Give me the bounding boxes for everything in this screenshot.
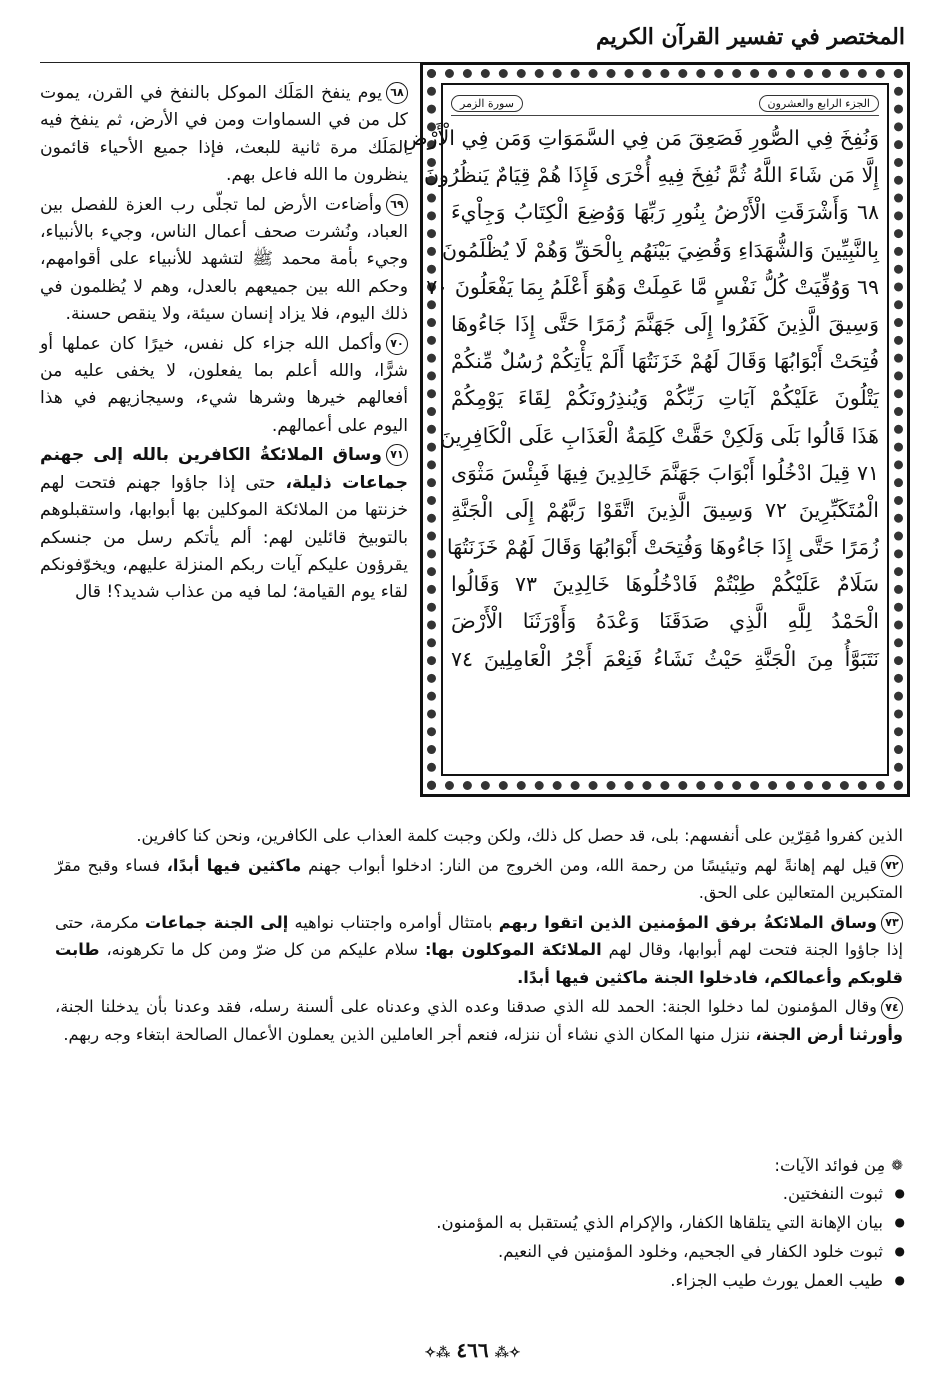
benefits-heading: [203, 1156, 903, 1175]
commentary-text-bold: إلى الجنة جماعات: [145, 912, 289, 932]
commentary-text-bold: وأورثنا أرض الجنة،: [755, 1024, 903, 1044]
page-number: ٤٦٦: [456, 1338, 489, 1362]
page-header: [40, 18, 905, 63]
commentary-text: يوم ينفخ المَلَك الموكل بالنفخ في القرن، يموت كل من في السماوات ومن في الأرض، ثم ينفخ فيه المَلَك مرة ثانية للبعث، فإذا جميع الأحياء قائمون ينظرون ما الله فاعل بهم.: [40, 83, 408, 186]
commentary-paragraph: [55, 852, 903, 907]
commentary-text: وحكم الله بين جميعهم بالعدل، وهم لا يُظلمون في ذلك اليوم، فلا يزاد إنسان سيئة، ولا ينقص حسنة.: [40, 276, 408, 325]
quran-line: وَنُفِخَ فِي الصُّورِ فَصَعِقَ مَن فِي السَّمَوَاتِ وَمَن فِي الْأَرْضِ: [402, 126, 879, 150]
commentary-text-bold: وساق الملائكةُ الكافرين بالله إلى جهنم جماعات ذليلة،: [40, 445, 408, 493]
quran-line: الْحَمْدُ لِلَّهِ الَّذِي صَدَقَنَا وَعْدَهُ وَأَوْرَثَنَا الْأَرْضَ: [451, 609, 879, 634]
commentary-text: قيل لهم إهانةً لهم وتيئيسًا من رحمة الله، ومن الخروج من النار: ادخلوا أبواب جهنم: [308, 855, 877, 875]
verse-benefits: [203, 1156, 903, 1295]
quran-line: سَلَامٌ عَلَيْكُمْ طِبْتُمْ فَادْخُلُوهَا خَالِدِينَ ٧٣ وَقَالُوا: [451, 572, 879, 597]
commentary-text: حتى إذا جاؤوا جهنم فتحت لهم خزنتها من الملائكة الموكلين بها أبوابها، واستقبلوهم بالتوبيخ قائلين لهم: ألم يأتكم رسل من جنسكم يقرؤون عليكم آيات ربكم المنزلة عليهم، ويخوّفونكم لقاء يوم القيامة؛ لما فيه من عذاب شديد؟! قال: [40, 472, 408, 603]
quran-line: إِلَّا مَن شَاءَ اللَّهُ ثُمَّ نُفِخَ فِيهِ أُخْرَى فَإِذَا هُمْ قِيَامٌ يَنظُرُونَ: [423, 163, 879, 188]
commentary-text-bold: الملائكة الموكلون بها:: [424, 940, 602, 959]
quran-line: فُتِحَتْ أَبْوَابُهَا وَقَالَ لَهُمْ خَزَنَتُهَا أَلَمْ يَأْتِكُمْ رُسُلٌ مِّنكُمْ: [451, 349, 879, 374]
quran-line: الْمُتَكَبِّرِينَ ٧٢ وَسِيقَ الَّذِينَ اتَّقَوْا رَبَّهُمْ إِلَى الْجَنَّةِ: [451, 497, 879, 522]
commentary-paragraph: [40, 442, 408, 606]
commentary-text-bold: ماكثين فيها أبدًا،: [166, 855, 302, 875]
list-item: ● ثبوت النفختين.: [203, 1179, 883, 1208]
commentary-paragraph: [55, 993, 903, 1048]
ornament-icon: ❁: [891, 1157, 903, 1174]
commentary-text: وأضاءت الأرض لما تجلّى رب العزة للفصل بين العباد، ونُشرت صحف أعمال الناس، وجيء بالأنبياء، وجيء بأمة محمد ﷺ لتشهد للأنبياء على أقوامهم،: [40, 194, 408, 270]
quran-line: نَتَبَوَّأُ مِنَ الْجَنَّةِ حَيْثُ نَشَاءُ فَنِعْمَ أَجْرُ الْعَامِلِينَ ٧٤: [451, 646, 879, 671]
commentary-paragraph: [40, 331, 408, 441]
commentary-text: وقال المؤمنون لما دخلوا الجنة: الحمد لله الذي صدقنا وعده الذي وعدناه على ألسنة رسله، فقد وعدنا بأن يدخلنا الجنة،: [55, 997, 877, 1016]
list-item: ● بيان الإهانة التي يتلقاها الكفار، والإكرام الذي يُستقبل به المؤمنون.: [203, 1208, 883, 1237]
ornament-icon: ✧⁂: [424, 1345, 451, 1361]
verse-number-badge: ٦٨: [386, 82, 408, 104]
quran-line: ٦٨ وَأَشْرَقَتِ الْأَرْضُ بِنُورِ رَبِّهَا وَوُضِعَ الْكِتَابُ وَجِاْيءَ: [451, 200, 879, 225]
commentary-paragraph: [55, 822, 903, 850]
verse-number-badge: ٧٢: [881, 855, 903, 877]
list-item: ● طيب العمل يورث طيب الجزاء.: [203, 1266, 883, 1295]
commentary-text: وأكمل الله جزاء كل نفس، خيرًا كان عملها أو شرًّا، والله أعلم بما يفعلون، لا يخفى عليه من أفعالهم خيرها وشرها شيء، وسيجازيهم في هذا اليوم على أعمالهم.: [40, 333, 408, 436]
commentary-text: مكرمة، حتى إذا جاؤوا الجنة فتحت لهم أبوابها، وقال لهم: [55, 912, 903, 959]
verse-number-badge: ٧١: [386, 444, 408, 466]
verse-number-badge: ٧٣: [881, 912, 903, 934]
benefits-list: [203, 1179, 903, 1295]
quran-line: هَذَا قَالُوا بَلَى وَلَكِنْ حَقَّتْ كَلِمَةُ الْعَذَابِ عَلَى الْكَافِرِينَ: [440, 423, 879, 448]
quran-line: وَسِيقَ الَّذِينَ كَفَرُوا إِلَى جَهَنَّمَ زُمَرًا حَتَّى إِذَا جَاءُوهَا: [451, 311, 879, 336]
quran-line: ٧١ قِيلَ ادْخُلُوا أَبْوَابَ جَهَنَّمَ خَالِدِينَ فِيهَا فَبِئْسَ مَثْوَى: [451, 460, 879, 485]
commentary-paragraph: [55, 909, 903, 992]
surah-label: سورة الزمر: [451, 95, 523, 112]
commentary-text: سلام عليكم من كل ضرّ ومن كل ما تكرهونه،: [106, 940, 419, 959]
commentary-text-bold: وساق الملائكةُ برفق المؤمنين الذين اتقوا ربهم: [498, 912, 877, 932]
quran-line: زُمَرًا حَتَّى إِذَا جَاءُوهَا وَفُتِحَتْ أَبْوَابُهَا وَقَالَ لَهُمْ خَزَنَتُهَا: [446, 535, 879, 560]
commentary-text: بامتثال أوامره واجتناب نواهيه: [294, 912, 493, 932]
quran-line: يَتْلُونَ عَلَيْكُمْ آيَاتِ رَبِّكُمْ وَيُنذِرُونَكُمْ لِقَاءَ يَوْمِكُمْ: [451, 386, 879, 411]
ornament-icon: ⁂✧: [494, 1345, 521, 1361]
verse-number-badge: ٦٩: [386, 194, 408, 216]
commentary-text: فساء وقبح مقرّ المتكبرين المتعالين على الحق.: [55, 855, 903, 902]
quran-text-area: [402, 83, 889, 776]
commentary-text: الذين كفروا مُقِرّين على أنفسهم: بلى، قد حصل كل ذلك، ولكن وجبت كلمة العذاب على الكافرين، ونحن كنا كافرين.: [136, 826, 903, 845]
verse-number-badge: ٧٤: [881, 997, 903, 1019]
quran-lines: [402, 120, 879, 678]
verse-number-badge: ٧٠: [386, 333, 408, 355]
list-item: ● ثبوت خلود الكفار في الجحيم، وخلود المؤمنين في النعيم.: [203, 1237, 883, 1266]
commentary-column: [40, 80, 408, 609]
book-title: المختصر في تفسير القرآن الكريم: [596, 24, 905, 50]
benefits-title: مِن فوائد الآيات:: [774, 1156, 886, 1175]
page-footer: [0, 1338, 945, 1362]
juz-label: الجزء الرابع والعشرون: [759, 95, 880, 112]
commentary-text-bold: طابت قلوبكم وأعمالكم، فادخلوا الجنة ماكثين فيها أبدًا.: [55, 940, 903, 987]
quran-line: ٦٩ وَوُفِّيَتْ كُلُّ نَفْسٍ مَّا عَمِلَتْ وَهُوَ أَعْلَمُ بِمَا يَفْعَلُونَ ٧٠: [426, 274, 879, 299]
commentary-continuation: [55, 822, 903, 1050]
quran-frame: [402, 62, 910, 797]
commentary-paragraph: [40, 80, 408, 190]
commentary-text: ننزل منها المكان الذي نشاء أن ننزله، فنعم أجر العاملين الذين يعملون الأعمال الصالحة ابتغاء وجه ربهم.: [63, 1024, 751, 1044]
commentary-paragraph: [40, 192, 408, 329]
quran-header-bar: [451, 91, 879, 116]
quran-line: بِالنَّبِيِّينَ وَالشُّهَدَاءِ وَقُضِيَ بَيْنَهُم بِالْحَقِّ وَهُمْ لَا يُظْلَمُونَ: [442, 237, 879, 262]
